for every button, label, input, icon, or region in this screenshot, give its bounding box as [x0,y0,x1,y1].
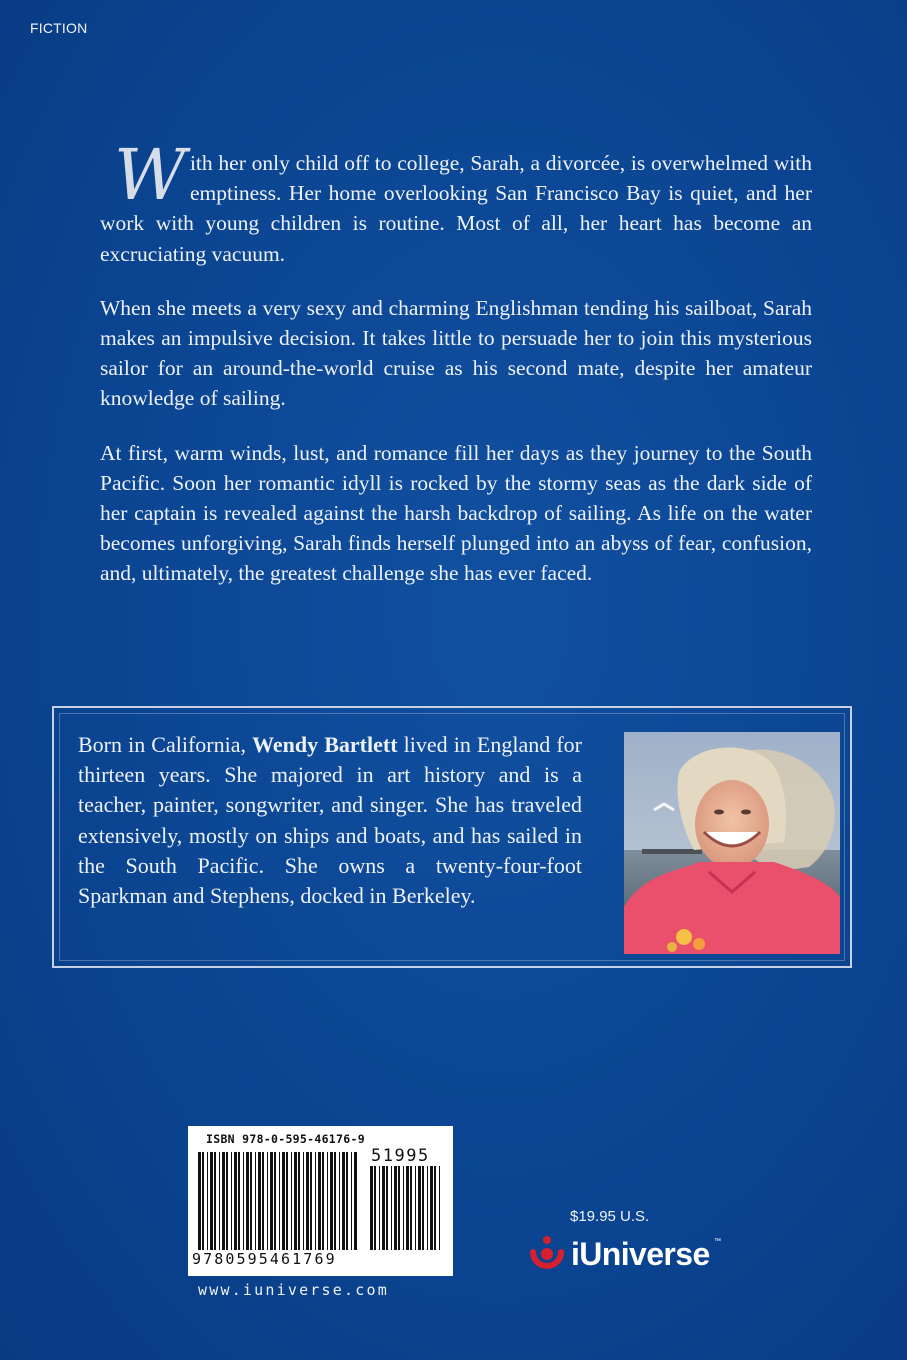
book-blurb [100,134,812,589]
barcode-bar [370,1166,373,1250]
barcode-bar [303,1152,304,1250]
barcode-bar [219,1152,220,1250]
barcode-bar [379,1166,380,1250]
barcode-bar [391,1166,392,1250]
barcode-bar [231,1152,232,1250]
barcode-bar [234,1152,237,1250]
barcode-bar [214,1152,216,1250]
ean-digits: 9780595461769 [192,1250,337,1268]
barcode-bar [202,1152,204,1250]
barcode-bar [279,1152,280,1250]
author-photo-image [624,732,840,954]
barcode-bar [415,1166,416,1250]
barcode-bar [294,1152,297,1250]
bio-intro: Born in California, [78,732,253,757]
drop-cap: W [114,134,186,216]
barcode-bar [207,1152,208,1250]
barcode-bar [286,1152,288,1250]
barcode-bar [351,1152,352,1250]
blurb-paragraph-1 [100,134,812,269]
barcode-bar [410,1166,412,1250]
barcode-bar [354,1152,357,1250]
barcode-bar [250,1152,252,1250]
barcode-bar [394,1166,397,1250]
blurb-paragraph-3: At first, warm winds, lust, and romance fill her days as they journey to the South Pacific. Soon her romantic idyll is rocked by the stormy seas as the dark side of her captain is revealed against the harsh backdrop of sailing. As life on the water becomes unforgiving, Sarah finds herself plunged into an abyss of fear, confusion, and, ultimately, the greatest challenge she has ever faced. [100,440,812,586]
barcode-bar [255,1152,256,1250]
publisher-website[interactable]: www.iuniverse.com [198,1281,389,1299]
barcode-bar [246,1152,249,1250]
bio-body: lived in England for thirteen years. She majored in art history and is a teacher, painter, songwriter, and singer. She has traveled extensively, mostly on ships and boats, and has sailed in the South Pacific. She owns a twenty-four-foot Sparkman and Stephens, docked in Berkeley. [78,732,582,909]
barcode-bar [330,1152,333,1250]
barcode-bar [334,1152,336,1250]
author-photo [624,732,840,954]
barcode-bar [439,1166,440,1250]
barcode-bar [427,1166,428,1250]
barcode-bar [210,1152,213,1250]
barcode-bar [322,1152,324,1250]
retail-price: $19.95 U.S. [570,1208,650,1225]
author-bio-text [78,730,582,911]
trademark-symbol: ™ [714,1238,721,1245]
barcode-bar [406,1166,409,1250]
barcode-bar [258,1152,261,1250]
barcode-bar [262,1152,264,1250]
barcode-bar [291,1152,292,1250]
price-code: 51995 [371,1146,430,1166]
barcode-bar [238,1152,240,1250]
barcode-bar [342,1152,345,1250]
publisher-logo [527,1234,727,1278]
barcode-bar [398,1166,400,1250]
barcode-bar [315,1152,316,1250]
barcode-bar [298,1152,300,1250]
author-bio-box [52,706,852,968]
blurb-paragraph-1-text: ith her only child off to college, Sarah, a divorcée, is overwhelmed with emptiness. Her home overlooking San Francisco Bay is quiet, and her work with young children is routine. Most of all, her heart has become an excruciating vacuum. [100,151,812,266]
barcode-bar [306,1152,309,1250]
barcode-bar [267,1152,268,1250]
barcode-bar [339,1152,340,1250]
barcode-bar [403,1166,404,1250]
barcode-bar [382,1166,385,1250]
barcode-bar [222,1152,225,1250]
genre-label: FICTION [30,20,88,36]
barcode-bar [226,1152,228,1250]
barcode-bar [430,1166,433,1250]
barcode-bar [282,1152,285,1250]
barcode-bar [274,1152,276,1250]
barcode-bar [434,1166,436,1250]
barcode-bar [270,1152,273,1250]
barcode-bar [346,1152,348,1250]
barcode-bar [310,1152,312,1250]
barcode-bar [318,1152,321,1250]
isbn-label: ISBN 978-0-595-46176-9 [206,1132,365,1146]
publisher-name: iUniverse [571,1236,710,1272]
barcode-bar [243,1152,244,1250]
blurb-paragraph-2: When she meets a very sexy and charming Englishman tending his sailboat, Sarah makes an impulsive decision. It takes little to persuade her to join this mysterious sailor for an around-the-world cruise as his second mate, despite her amateur knowledge of sailing. [100,295,812,411]
author-name: Wendy Bartlett [252,732,398,757]
barcode-bar [386,1166,388,1250]
barcode-bar [374,1166,376,1250]
barcode-bar [198,1152,201,1250]
barcode-bar [327,1152,328,1250]
iuniverse-logo-icon [527,1234,567,1278]
barcode-bar [418,1166,421,1250]
barcode-bar [422,1166,424,1250]
